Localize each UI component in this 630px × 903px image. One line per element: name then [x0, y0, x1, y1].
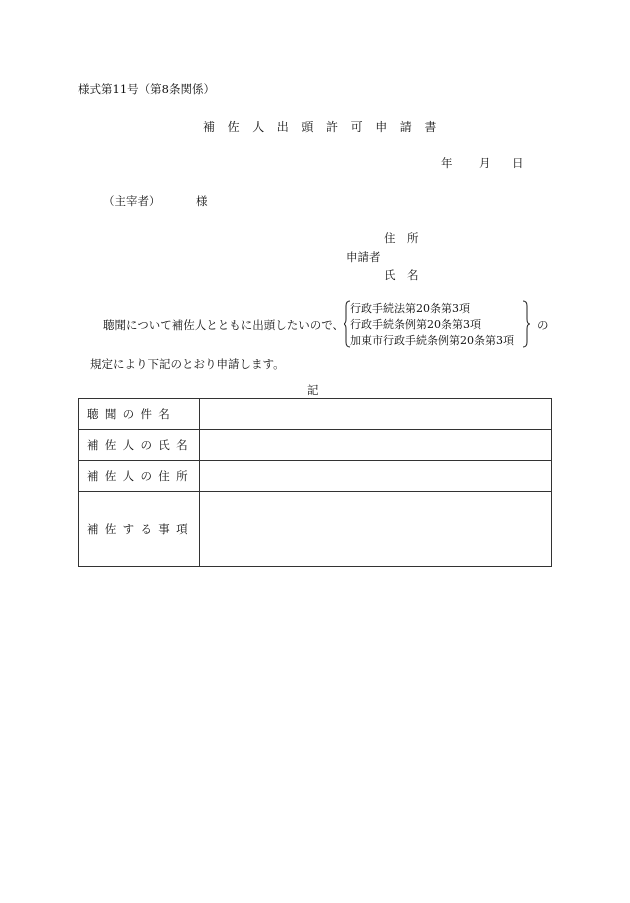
details-table: [78, 398, 552, 567]
document-title: 補佐人出頭許可申請書: [203, 120, 450, 134]
body-lead-text: 聴聞について補佐人とともに出頭したいので、: [103, 318, 345, 332]
statute-option-2: 行政手続条例第20条第3項: [350, 318, 481, 331]
row-value-assistant-name[interactable]: [200, 430, 552, 461]
applicant-label: 申請者: [346, 250, 381, 264]
row-value-assistant-address[interactable]: [200, 461, 552, 492]
table-row: [79, 461, 552, 492]
row-value-hearing-subject[interactable]: [200, 399, 552, 430]
body-second-line: 規定により下記のとおり申請します。: [90, 357, 285, 371]
statute-option-3: 加東市行政手続条例第20条第3項: [350, 334, 514, 347]
statute-option-1: 行政手続法第20条第3項: [350, 302, 470, 315]
table-row: [79, 492, 552, 567]
row-label-assistant-name: 補佐人の氏名: [79, 430, 200, 461]
form-id: 様式第11号（第8条関係）: [78, 82, 215, 96]
row-label-assisted-matters: 補佐する事項: [79, 492, 200, 567]
body-tail-text: の: [537, 318, 549, 332]
date-year-label: 年: [441, 156, 453, 170]
table-row: [79, 399, 552, 430]
date-month-label: 月: [479, 156, 491, 170]
row-value-assisted-matters[interactable]: [200, 492, 552, 567]
ki-heading: 記: [307, 383, 319, 397]
statute-options: [344, 299, 529, 349]
row-label-assistant-address: 補佐人の住所: [79, 461, 200, 492]
row-label-hearing-subject: 聴聞の件名: [79, 399, 200, 430]
date-day-label: 日: [512, 156, 524, 170]
applicant-address-label: 住 所: [384, 231, 419, 245]
addressee-honorific: 様: [196, 194, 208, 208]
addressee-role: （主宰者）: [103, 194, 161, 208]
table-row: [79, 430, 552, 461]
applicant-name-label: 氏 名: [384, 268, 419, 282]
